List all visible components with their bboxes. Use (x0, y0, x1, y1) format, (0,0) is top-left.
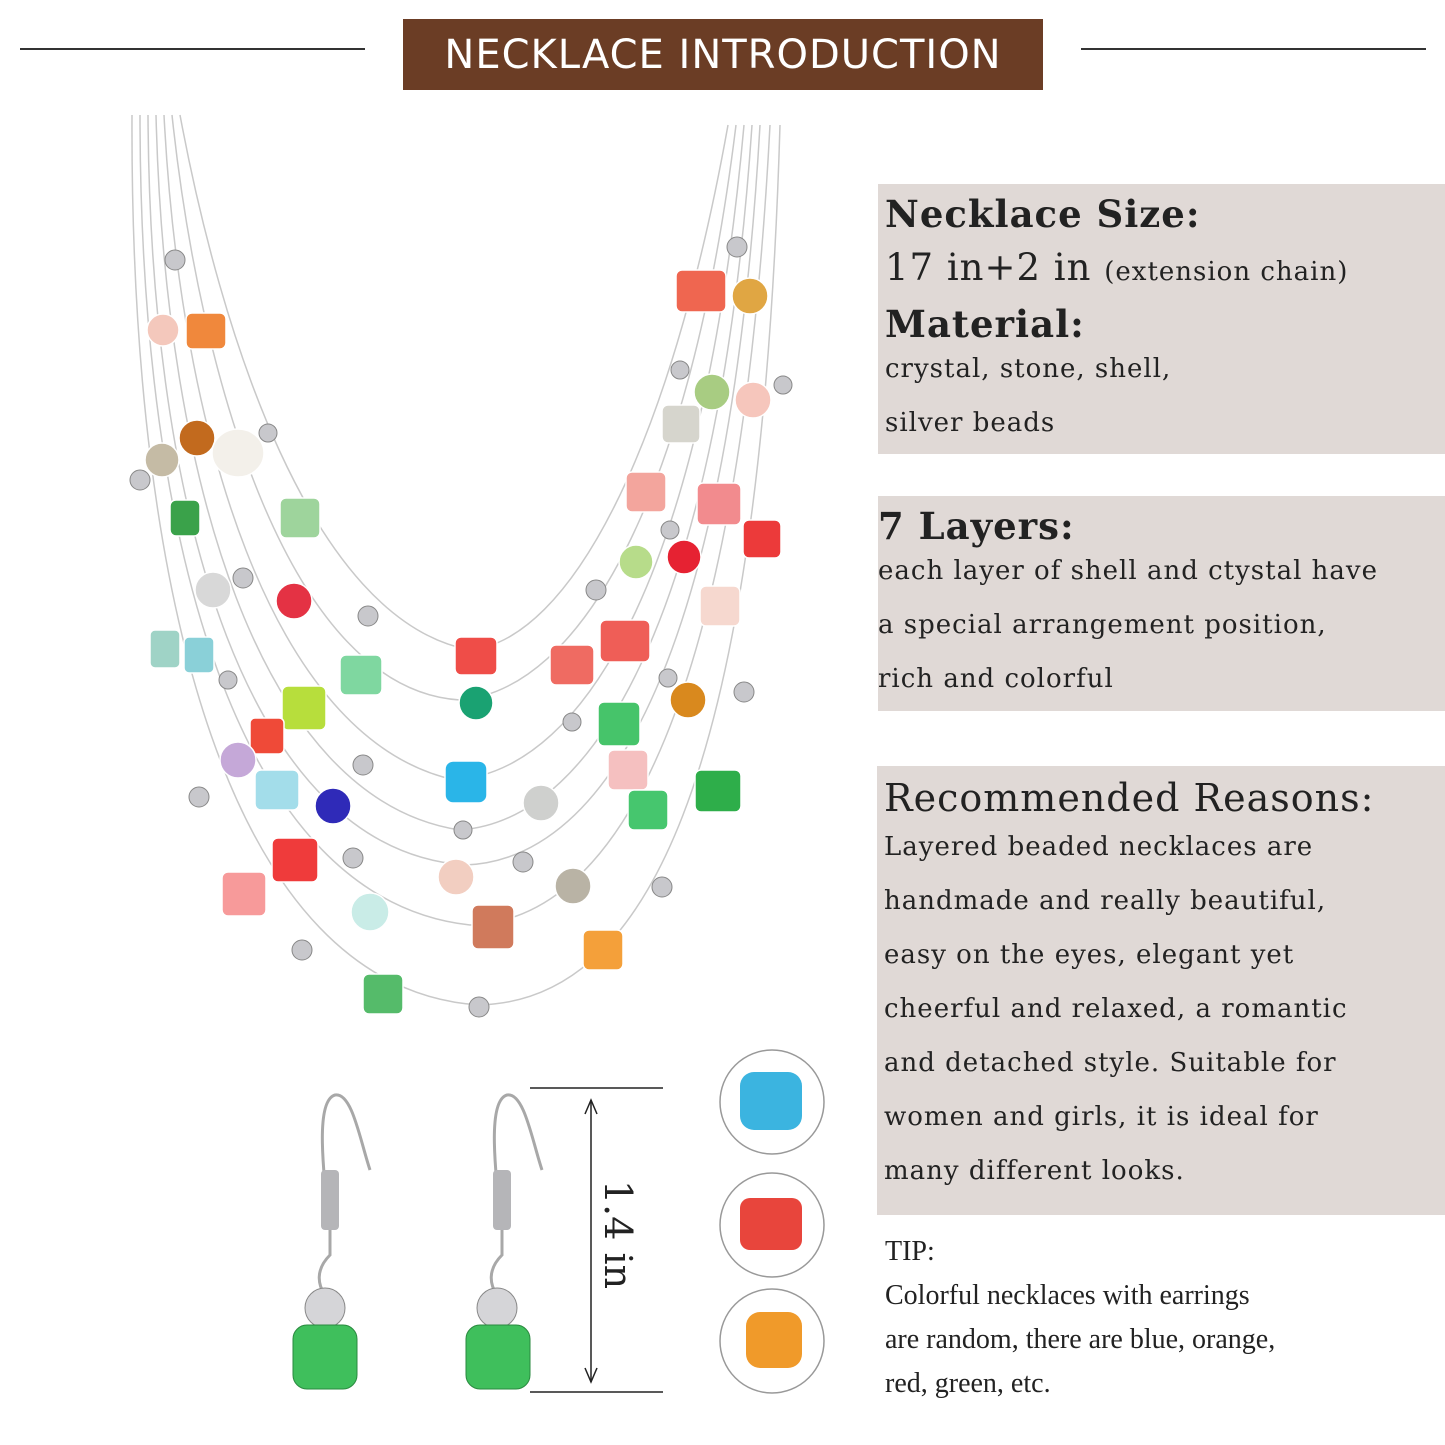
material-line-2: silver beads (885, 408, 1056, 438)
reasons-panel (877, 766, 1445, 1215)
size-panel (878, 184, 1445, 454)
tip-line: Colorful necklaces with earrings (885, 1280, 1250, 1311)
size-value-line (885, 246, 1348, 302)
header-rule-right (1081, 48, 1426, 50)
tip-block (885, 1230, 1275, 1406)
swatch-orange (746, 1312, 802, 1368)
tip-label: TIP: (885, 1236, 935, 1267)
reasons-line: many different looks. (884, 1156, 1185, 1186)
size-note: (extension chain) (1104, 257, 1349, 287)
reasons-heading: Recommended Reasons: (884, 776, 1375, 820)
reasons-line: and detached style. Suitable for (884, 1048, 1337, 1078)
swatch-red (740, 1198, 802, 1250)
reasons-line: women and girls, it is ideal for (884, 1102, 1319, 1132)
reasons-line: handmade and really beautiful, (884, 886, 1327, 916)
layers-line-3: rich and colorful (878, 664, 1114, 694)
earring-length-label: 1.4 in (596, 1180, 640, 1290)
size-heading: Necklace Size: (885, 192, 1201, 236)
size-value: 17 in+2 in (885, 246, 1092, 289)
tip-line: red, green, etc. (885, 1368, 1051, 1399)
material-heading: Material: (885, 302, 1085, 346)
layers-panel (878, 496, 1445, 711)
earrings-illustration (0, 0, 700, 1445)
reasons-line: cheerful and relaxed, a romantic (884, 994, 1348, 1024)
layers-heading: 7 Layers: (878, 504, 1075, 548)
layers-line-2: a special arrangement position, (878, 610, 1327, 640)
layers-line-1: each layer of shell and ctystal have (878, 556, 1379, 586)
swatch-blue (740, 1072, 802, 1130)
banner-title: NECKLACE INTRODUCTION (444, 31, 1002, 78)
reasons-line: easy on the eyes, elegant yet (884, 940, 1295, 970)
reasons-line: Layered beaded necklaces are (884, 832, 1314, 862)
tip-line: are random, there are blue, orange, (885, 1324, 1276, 1355)
material-line-1: crystal, stone, shell, (885, 354, 1172, 384)
